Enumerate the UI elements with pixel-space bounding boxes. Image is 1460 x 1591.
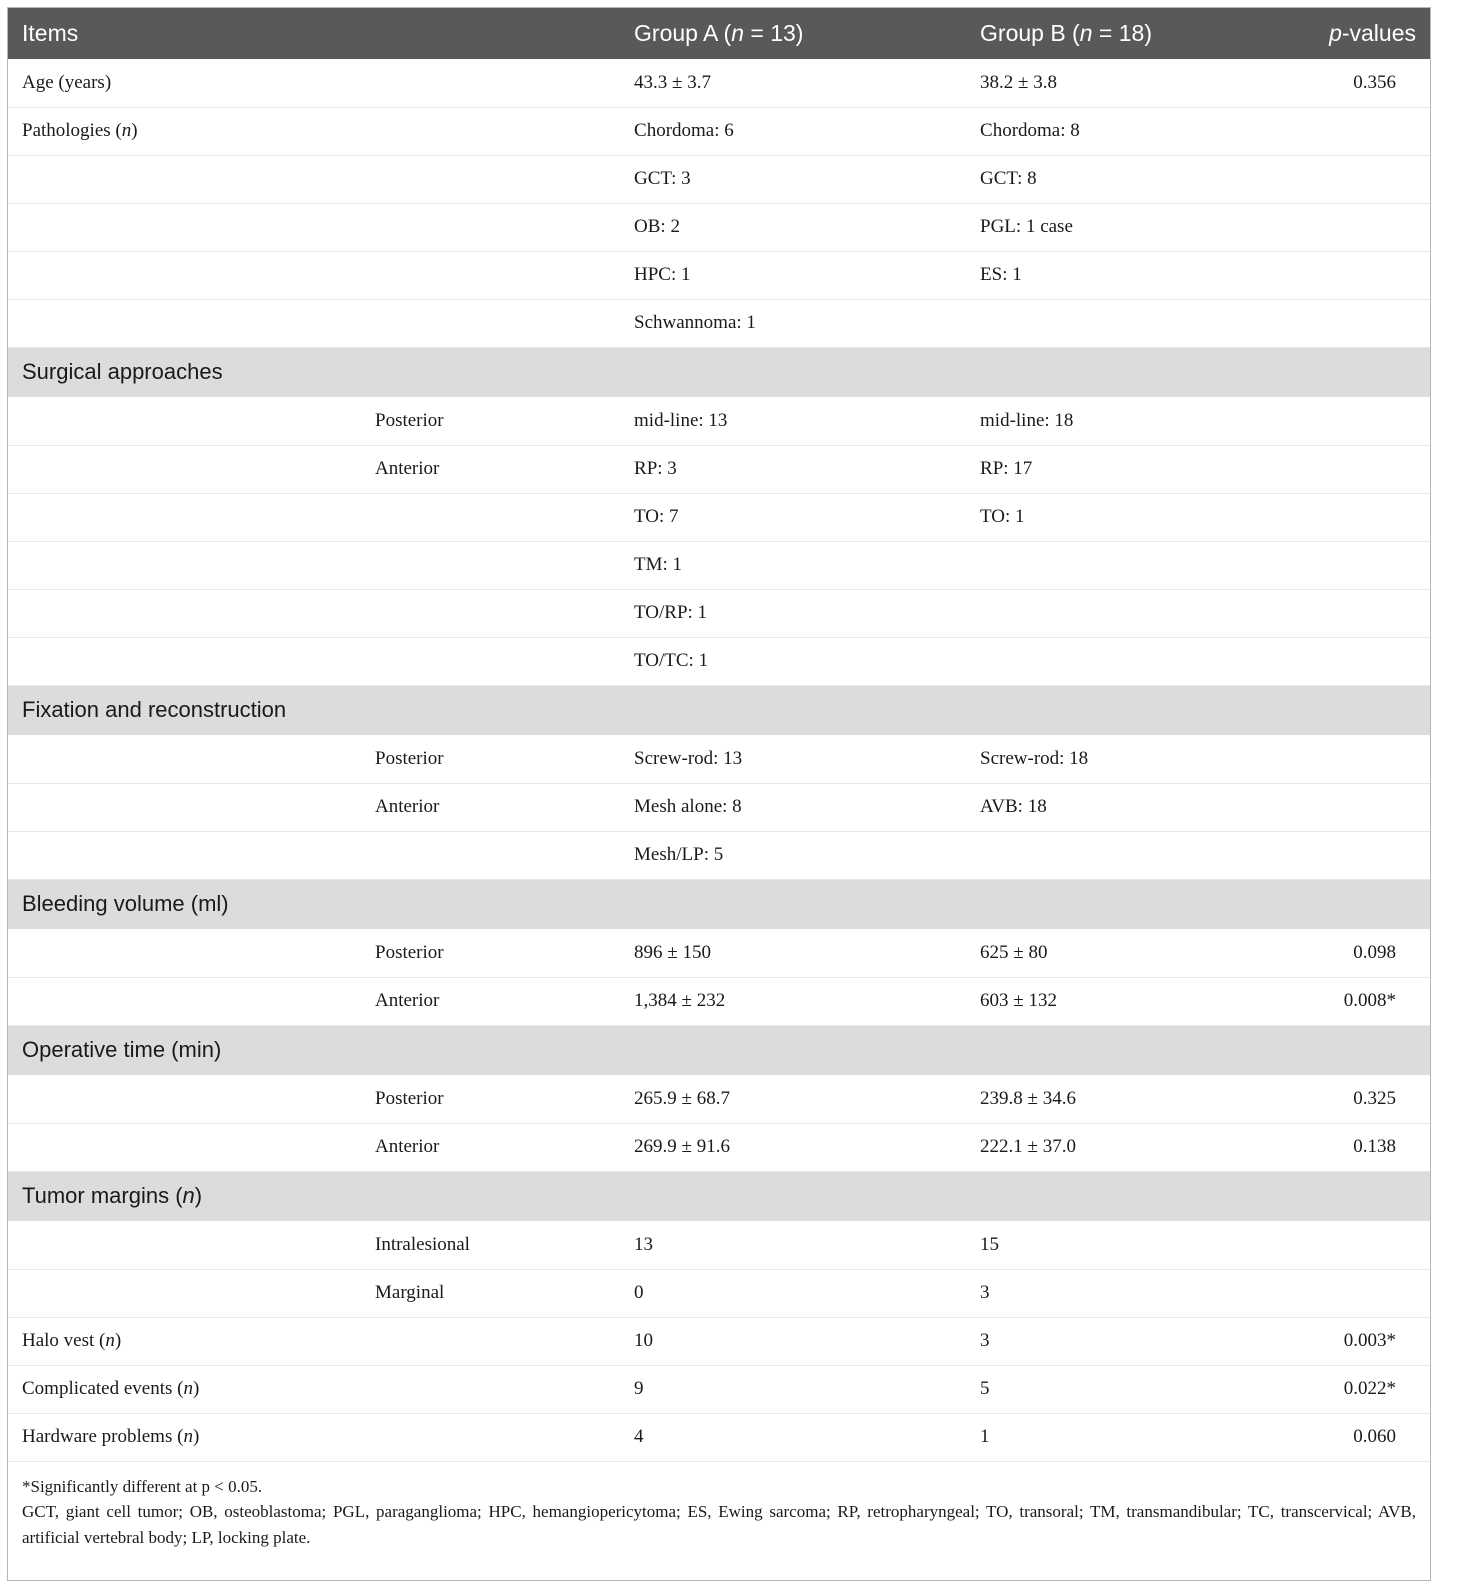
row-sublabel-cell: [361, 107, 620, 155]
row-label-cell: [8, 299, 361, 347]
section-label: Tumor margins (n): [8, 1171, 1430, 1221]
p-value-cell: [1306, 155, 1430, 203]
row-sublabel-cell: [361, 831, 620, 879]
group-a-cell: 269.9 ± 91.6: [620, 1123, 966, 1171]
group-a-cell: RP: 3: [620, 445, 966, 493]
data-table: [8, 8, 1430, 1462]
table-row: [8, 493, 1430, 541]
p-value-cell: [1306, 541, 1430, 589]
section-row: [8, 1025, 1430, 1075]
section-row: [8, 1171, 1430, 1221]
p-value-cell: 0.325: [1306, 1075, 1430, 1123]
p-value-cell: [1306, 397, 1430, 445]
group-a-cell: 4: [620, 1413, 966, 1461]
group-b-cell: 3: [966, 1317, 1306, 1365]
row-label-cell: [8, 155, 361, 203]
p-value-cell: 0.098: [1306, 929, 1430, 977]
row-label-cell: [8, 203, 361, 251]
table-header-row: [8, 8, 1430, 59]
section-label: Bleeding volume (ml): [8, 879, 1430, 929]
table-row: [8, 1221, 1430, 1269]
group-b-cell: AVB: 18: [966, 783, 1306, 831]
group-a-cell: OB: 2: [620, 203, 966, 251]
group-a-cell: mid-line: 13: [620, 397, 966, 445]
row-label-cell: [8, 831, 361, 879]
row-label-cell: [8, 589, 361, 637]
group-b-cell: 38.2 ± 3.8: [966, 59, 1306, 107]
table-row: [8, 203, 1430, 251]
row-sublabel-cell: Posterior: [361, 929, 620, 977]
row-label-cell: Age (years): [8, 59, 361, 107]
table-row: [8, 445, 1430, 493]
group-a-cell: Chordoma: 6: [620, 107, 966, 155]
row-sublabel-cell: Posterior: [361, 1075, 620, 1123]
group-b-cell: Chordoma: 8: [966, 107, 1306, 155]
table-row: [8, 929, 1430, 977]
group-a-cell: TM: 1: [620, 541, 966, 589]
group-b-cell: 3: [966, 1269, 1306, 1317]
table-row: [8, 977, 1430, 1025]
row-label-cell: [8, 783, 361, 831]
section-row: [8, 879, 1430, 929]
table-row: [8, 299, 1430, 347]
row-sublabel-cell: Anterior: [361, 445, 620, 493]
table-body: [8, 59, 1430, 1461]
header-items: Items: [22, 20, 79, 46]
group-b-cell: mid-line: 18: [966, 397, 1306, 445]
row-sublabel-cell: [361, 299, 620, 347]
row-sublabel-cell: [361, 1317, 620, 1365]
table-row: [8, 397, 1430, 445]
group-b-cell: 625 ± 80: [966, 929, 1306, 977]
p-value-cell: [1306, 251, 1430, 299]
table-row: [8, 735, 1430, 783]
table-row: [8, 1075, 1430, 1123]
table-row: [8, 59, 1430, 107]
group-b-cell: PGL: 1 case: [966, 203, 1306, 251]
row-sublabel-cell: [361, 1413, 620, 1461]
row-label-cell: [8, 397, 361, 445]
p-value-cell: [1306, 831, 1430, 879]
group-a-cell: TO: 7: [620, 493, 966, 541]
row-sublabel-cell: Posterior: [361, 735, 620, 783]
group-a-cell: 10: [620, 1317, 966, 1365]
group-a-cell: 43.3 ± 3.7: [620, 59, 966, 107]
section-label: Fixation and reconstruction: [8, 685, 1430, 735]
row-sublabel-cell: [361, 493, 620, 541]
group-b-cell: [966, 589, 1306, 637]
group-b-cell: 1: [966, 1413, 1306, 1461]
group-a-cell: 0: [620, 1269, 966, 1317]
row-label-cell: [8, 735, 361, 783]
group-a-cell: 896 ± 150: [620, 929, 966, 977]
row-sublabel-cell: [361, 1365, 620, 1413]
group-b-cell: ES: 1: [966, 251, 1306, 299]
table-row: [8, 541, 1430, 589]
row-label-cell: Hardware problems (n): [8, 1413, 361, 1461]
section-row: [8, 347, 1430, 397]
table-row: [8, 1269, 1430, 1317]
row-sublabel-cell: Marginal: [361, 1269, 620, 1317]
row-label-cell: [8, 637, 361, 685]
group-b-cell: 15: [966, 1221, 1306, 1269]
group-b-cell: RP: 17: [966, 445, 1306, 493]
row-label-cell: Halo vest (n): [8, 1317, 361, 1365]
group-a-cell: 265.9 ± 68.7: [620, 1075, 966, 1123]
p-value-cell: [1306, 1221, 1430, 1269]
p-value-cell: 0.138: [1306, 1123, 1430, 1171]
row-label-cell: [8, 1123, 361, 1171]
group-a-cell: 1,384 ± 232: [620, 977, 966, 1025]
group-a-cell: TO/TC: 1: [620, 637, 966, 685]
row-label-cell: Complicated events (n): [8, 1365, 361, 1413]
group-a-cell: Screw-rod: 13: [620, 735, 966, 783]
group-b-cell: [966, 541, 1306, 589]
row-sublabel-cell: Anterior: [361, 977, 620, 1025]
row-sublabel-cell: Anterior: [361, 1123, 620, 1171]
row-sublabel-cell: Anterior: [361, 783, 620, 831]
table-row: [8, 831, 1430, 879]
table-row: [8, 107, 1430, 155]
table-row: [8, 1317, 1430, 1365]
row-label-cell: Pathologies (n): [8, 107, 361, 155]
group-b-cell: TO: 1: [966, 493, 1306, 541]
p-value-cell: 0.356: [1306, 59, 1430, 107]
table-row: [8, 251, 1430, 299]
group-b-cell: Screw-rod: 18: [966, 735, 1306, 783]
row-label-cell: [8, 1269, 361, 1317]
row-label-cell: [8, 1221, 361, 1269]
p-value-cell: [1306, 735, 1430, 783]
row-label-cell: [8, 493, 361, 541]
row-label-cell: [8, 445, 361, 493]
row-sublabel-cell: [361, 59, 620, 107]
group-b-cell: [966, 637, 1306, 685]
row-sublabel-cell: Posterior: [361, 397, 620, 445]
p-value-cell: [1306, 107, 1430, 155]
group-b-cell: 5: [966, 1365, 1306, 1413]
row-sublabel-cell: [361, 637, 620, 685]
group-b-cell: 239.8 ± 34.6: [966, 1075, 1306, 1123]
group-a-cell: Schwannoma: 1: [620, 299, 966, 347]
group-a-cell: Mesh alone: 8: [620, 783, 966, 831]
group-a-cell: GCT: 3: [620, 155, 966, 203]
group-a-cell: TO/RP: 1: [620, 589, 966, 637]
p-value-cell: 0.060: [1306, 1413, 1430, 1461]
p-value-cell: 0.022*: [1306, 1365, 1430, 1413]
row-label-cell: [8, 251, 361, 299]
row-sublabel-cell: [361, 203, 620, 251]
p-value-cell: [1306, 783, 1430, 831]
group-a-cell: 13: [620, 1221, 966, 1269]
row-sublabel-cell: [361, 251, 620, 299]
header-group-a: Group A (n = 13): [634, 20, 804, 46]
p-value-cell: [1306, 299, 1430, 347]
row-sublabel-cell: [361, 589, 620, 637]
group-b-cell: [966, 299, 1306, 347]
row-label-cell: [8, 1075, 361, 1123]
p-value-cell: [1306, 637, 1430, 685]
header-group-b: Group B (n = 18): [980, 20, 1152, 46]
table-row: [8, 155, 1430, 203]
section-label: Surgical approaches: [8, 347, 1430, 397]
group-b-cell: 222.1 ± 37.0: [966, 1123, 1306, 1171]
group-a-cell: Mesh/LP: 5: [620, 831, 966, 879]
group-b-cell: 603 ± 132: [966, 977, 1306, 1025]
table-frame: [7, 7, 1431, 1581]
group-a-cell: 9: [620, 1365, 966, 1413]
row-label-cell: [8, 929, 361, 977]
p-value-cell: [1306, 493, 1430, 541]
table-row: [8, 1365, 1430, 1413]
row-sublabel-cell: [361, 541, 620, 589]
section-row: [8, 685, 1430, 735]
table-row: [8, 783, 1430, 831]
group-b-cell: [966, 831, 1306, 879]
p-value-cell: [1306, 1269, 1430, 1317]
p-value-cell: 0.003*: [1306, 1317, 1430, 1365]
row-sublabel-cell: Intralesional: [361, 1221, 620, 1269]
group-b-cell: GCT: 8: [966, 155, 1306, 203]
section-label: Operative time (min): [8, 1025, 1430, 1075]
p-value-cell: [1306, 203, 1430, 251]
group-a-cell: HPC: 1: [620, 251, 966, 299]
table-row: [8, 589, 1430, 637]
table-row: [8, 637, 1430, 685]
table-row: [8, 1123, 1430, 1171]
p-value-cell: [1306, 445, 1430, 493]
p-value-cell: [1306, 589, 1430, 637]
table-footnotes: [8, 1462, 1430, 1551]
row-label-cell: [8, 977, 361, 1025]
header-p-values: p-values: [1329, 20, 1417, 46]
footnote-significance: *Significantly different at p < 0.05.: [22, 1476, 263, 1496]
row-label-cell: [8, 541, 361, 589]
table-row: [8, 1413, 1430, 1461]
p-value-cell: 0.008*: [1306, 977, 1430, 1025]
row-sublabel-cell: [361, 155, 620, 203]
footnote-abbreviations: GCT, giant cell tumor; OB, osteoblastoma; PGL, paraganglioma; HPC, hemangiopericytoma; ES, Ewing sarcoma; RP, retropharyngeal; TO, transoral; TM, transmandibular; TC, transcervical; AVB, artificial vertebral body; LP, locking plate.: [22, 1502, 1416, 1547]
